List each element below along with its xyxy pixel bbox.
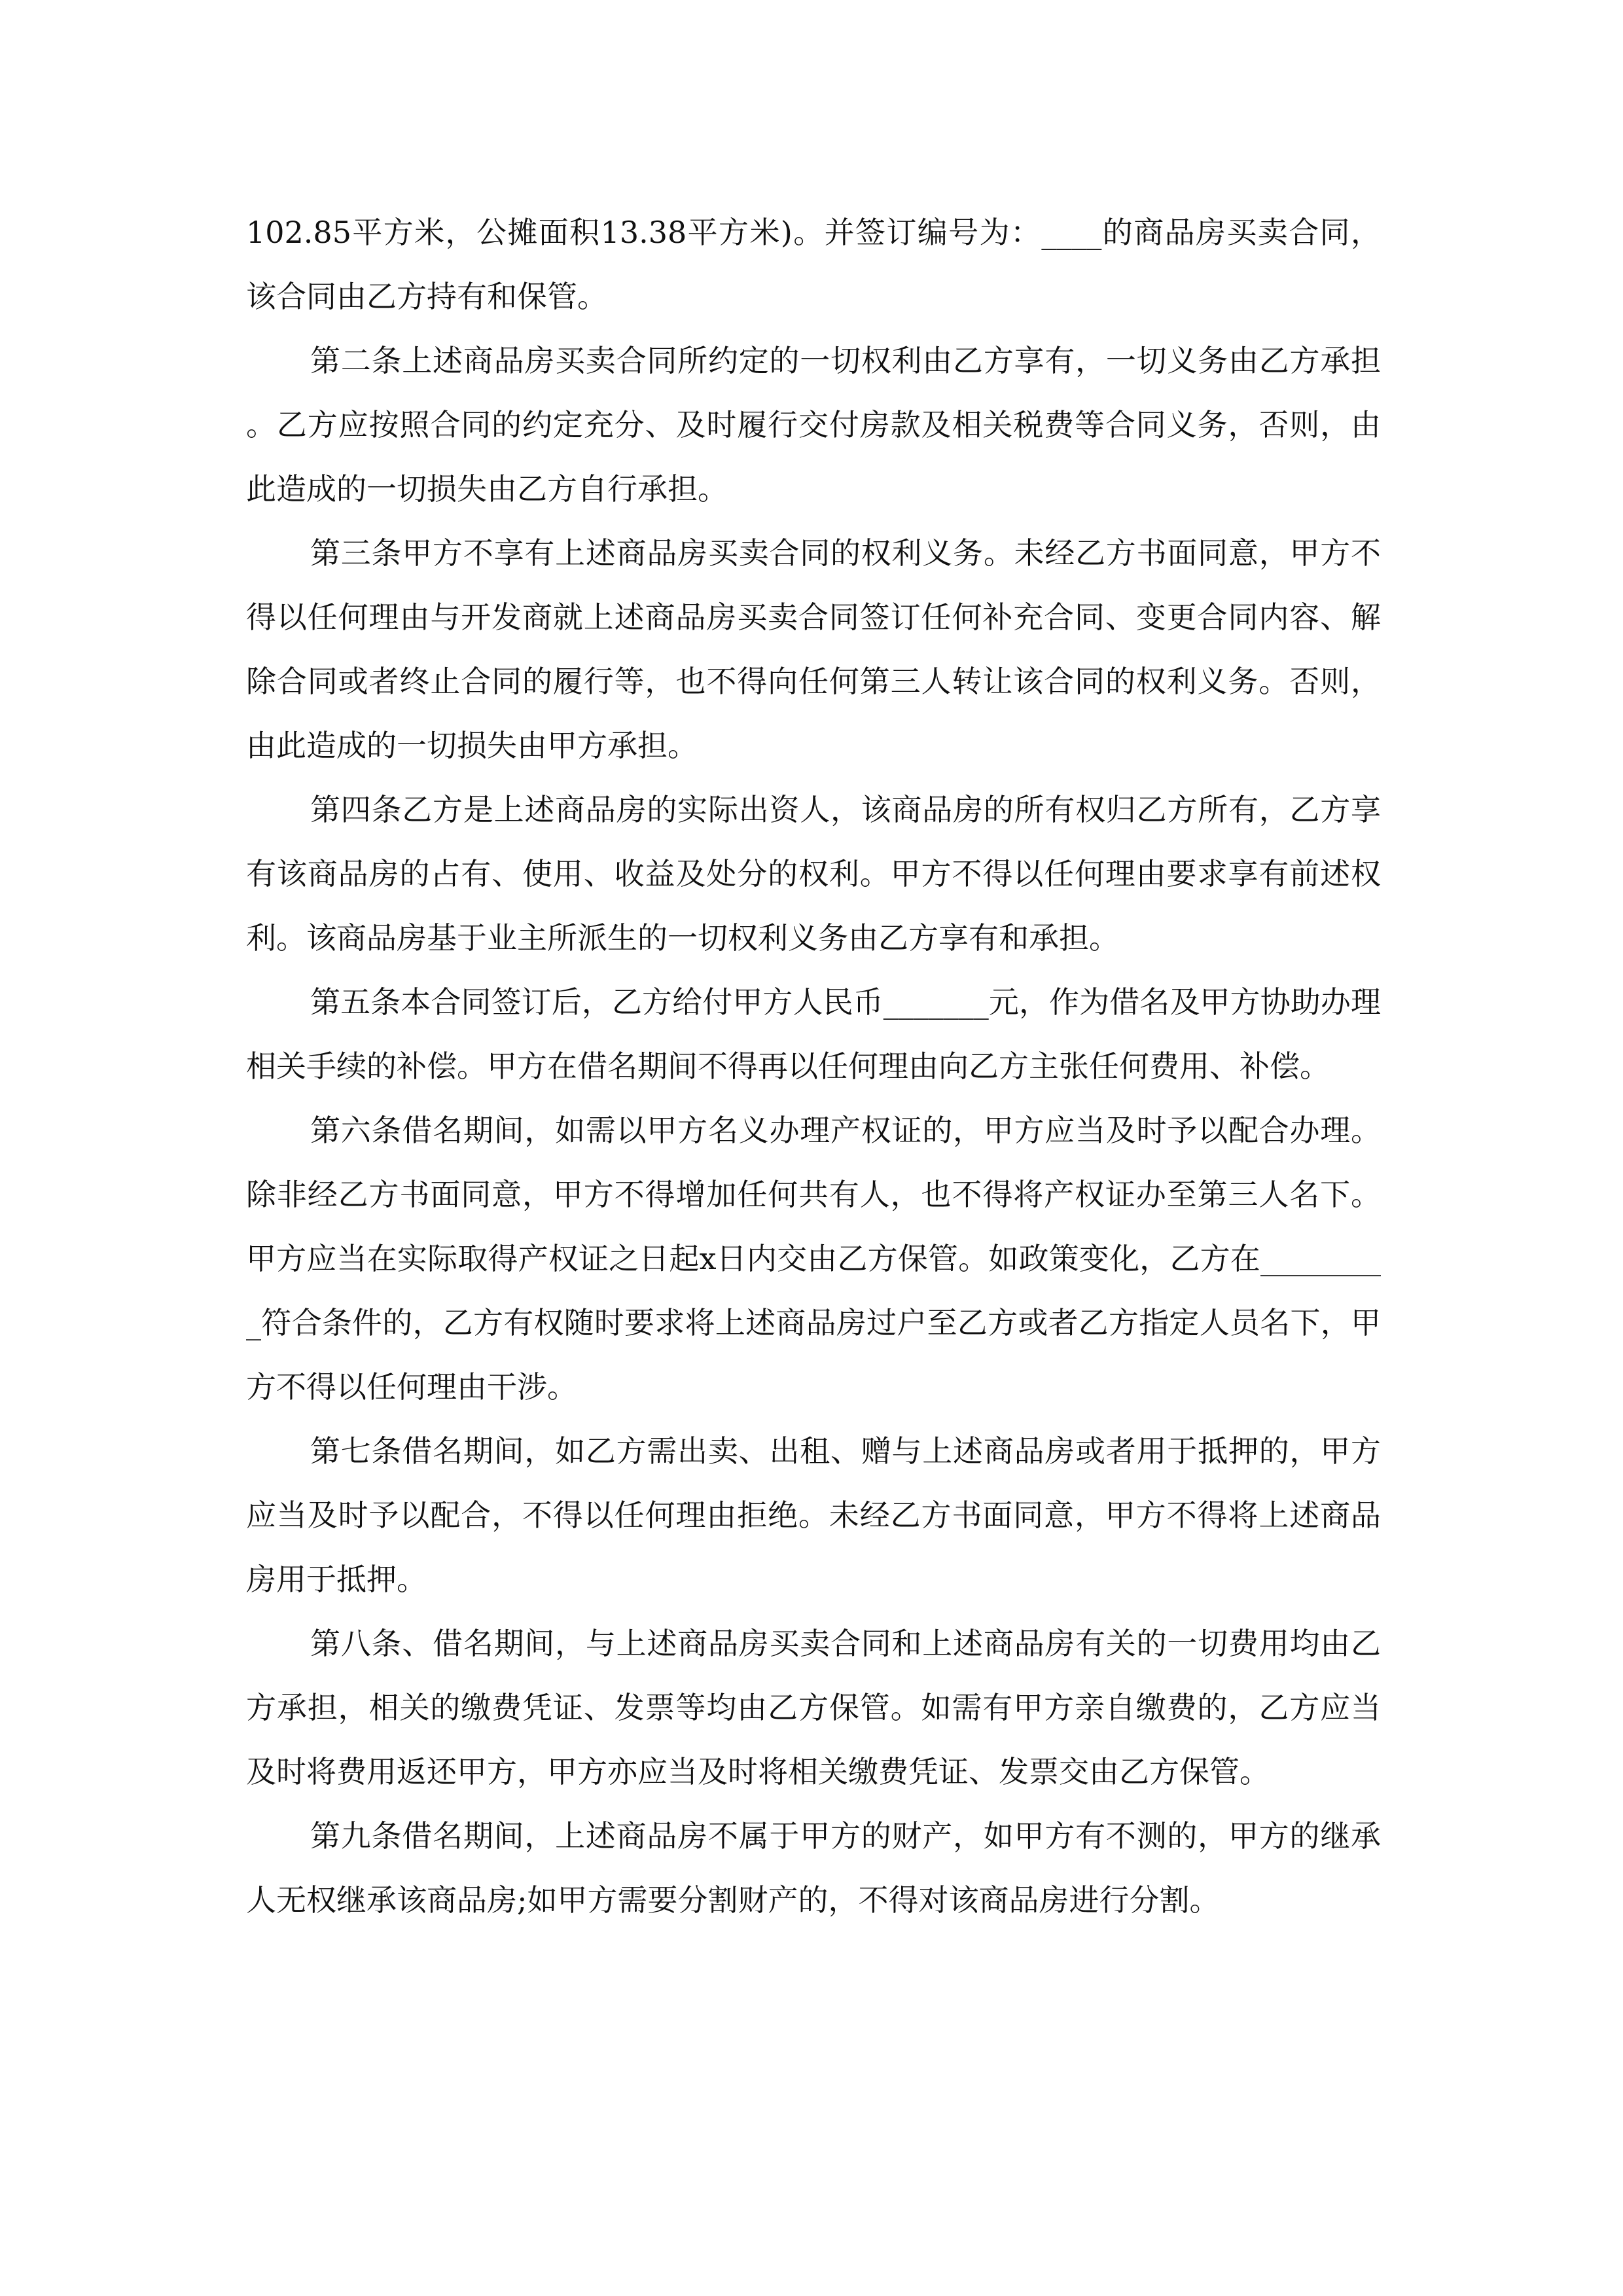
paragraph-article-6: 第六条借名期间，如需以甲方名义办理产权证的，甲方应当及时予以配合办理。除非经乙方书面同意，甲方不得增加任何共有人，也不得将产权证办至第三人名下。甲方应当在实际取得产权证之日起x日内交由乙方保管。如政策变化，乙方在_________符合条件的，乙方有权随时要求将上述商品房过户至乙方或者乙方指定人员名下，甲方不得以任何理由干涉。 [246, 1113, 1381, 1405]
paragraph-continuation: 102.85平方米，公摊面积13.38平方米)。并签订编号为：____的商品房买卖合同，该合同由乙方持有和保管。 [246, 215, 1381, 314]
paragraph-article-9: 第九条借名期间，上述商品房不属于甲方的财产，如甲方有不测的，甲方的继承人无权继承该商品房;如甲方需要分割财产的，不得对该商品房进行分割。 [246, 1818, 1381, 1918]
paragraph-article-2: 第二条上述商品房买卖合同所约定的一切权利由乙方享有，一切义务由乙方承担。乙方应按照合同的约定充分、及时履行交付房款及相关税费等合同义务，否则，由此造成的一切损失由乙方自行承担。 [246, 343, 1381, 507]
paragraph-article-4: 第四条乙方是上述商品房的实际出资人，该商品房的所有权归乙方所有，乙方享有该商品房的占有、使用、收益及处分的权利。甲方不得以任何理由要求享有前述权利。该商品房基于业主所派生的一切权利义务由乙方享有和承担。 [246, 792, 1381, 956]
paragraph-article-7: 第七条借名期间，如乙方需出卖、出租、赠与上述商品房或者用于抵押的，甲方应当及时予以配合，不得以任何理由拒绝。未经乙方书面同意，甲方不得将上述商品房用于抵押。 [246, 1433, 1381, 1597]
paragraph-article-5: 第五条本合同签订后，乙方给付甲方人民币_______元，作为借名及甲方协助办理相关手续的补偿。甲方在借名期间不得再以任何理由向乙方主张任何费用、补偿。 [246, 984, 1381, 1084]
paragraph-article-8: 第八条、借名期间，与上述商品房买卖合同和上述商品房有关的一切费用均由乙方承担，相关的缴费凭证、发票等均由乙方保管。如需有甲方亲自缴费的，乙方应当及时将费用返还甲方，甲方亦应当及时将相关缴费凭证、发票交由乙方保管。 [246, 1626, 1381, 1789]
document-body [246, 200, 1381, 1932]
paragraph-article-3: 第三条甲方不享有上述商品房买卖合同的权利义务。未经乙方书面同意，甲方不得以任何理由与开发商就上述商品房买卖合同签订任何补充合同、变更合同内容、解除合同或者终止合同的履行等，也不得向任何第三人转让该合同的权利义务。否则，由此造成的一切损失由甲方承担。 [246, 535, 1381, 763]
